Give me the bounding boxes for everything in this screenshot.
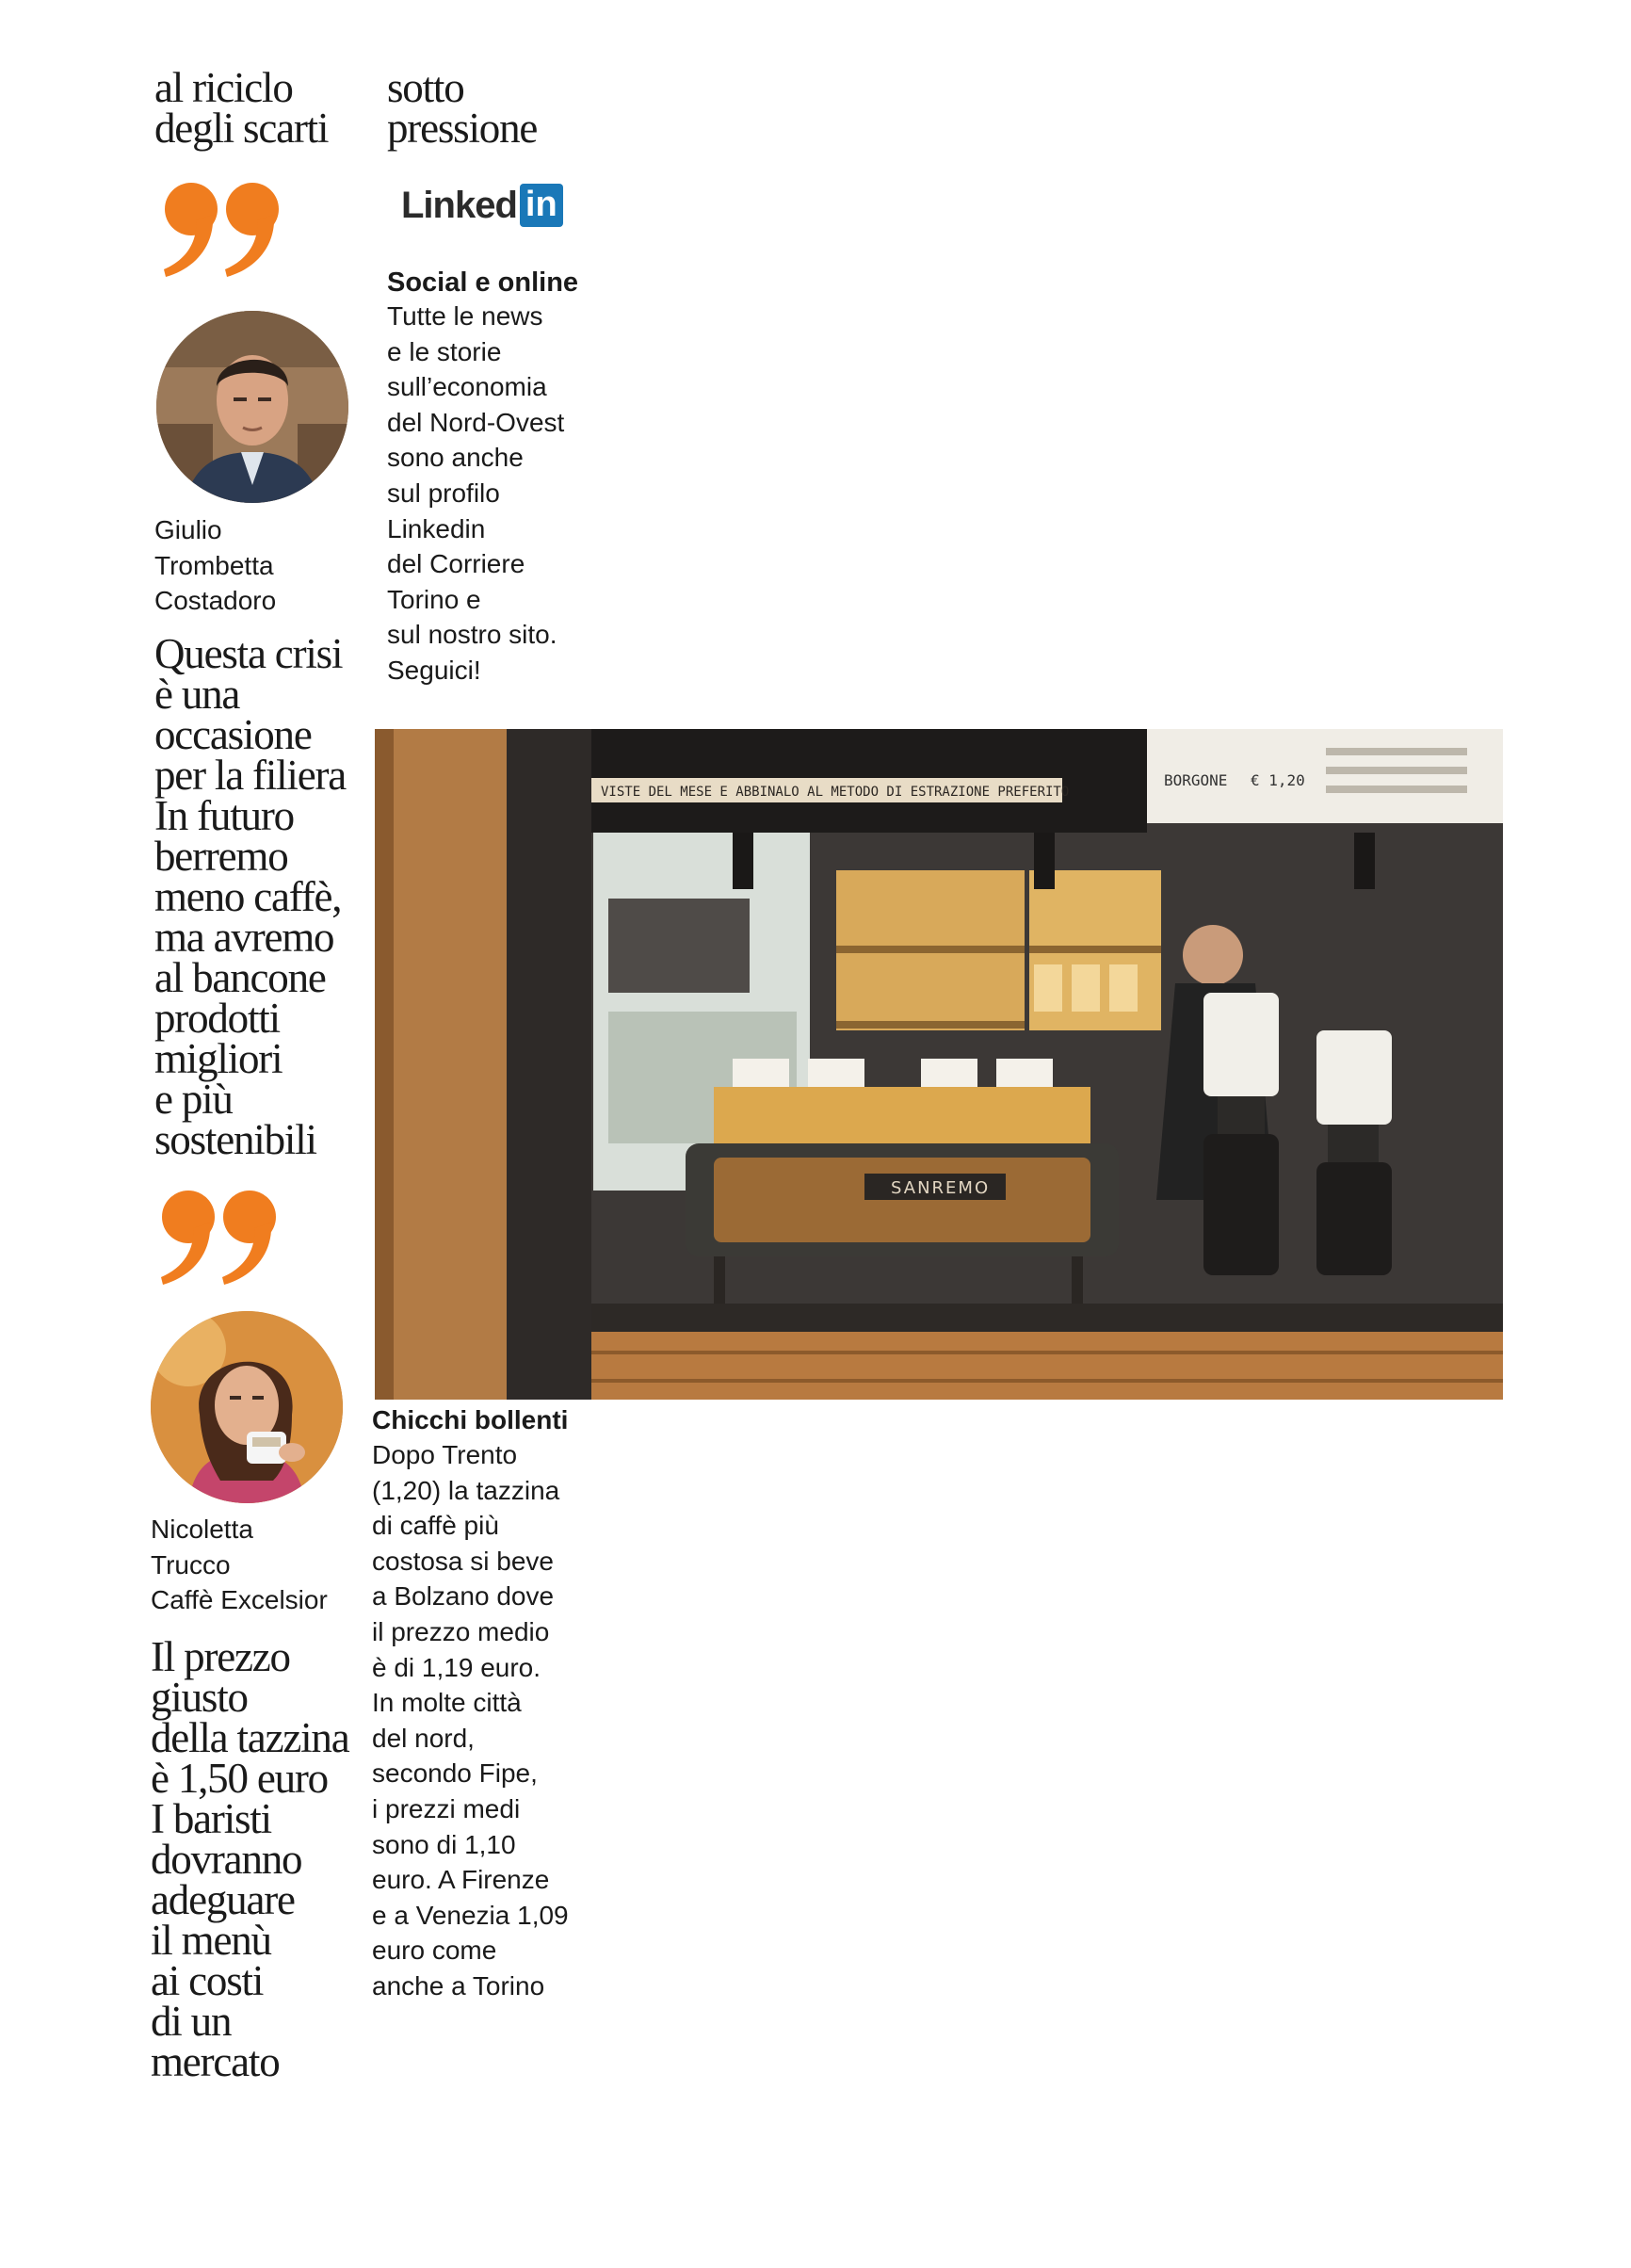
avatar: [156, 311, 348, 503]
linkedin-logo: [401, 183, 563, 228]
photo-caption-heading: Chicchi bollenti: [372, 1405, 569, 1434]
headline-fragment-left: al riciclo degli scarti: [154, 64, 329, 152]
coffee-bar-photo: [375, 729, 1503, 1400]
espresso-machine-brand: SANREMO: [891, 1178, 991, 1198]
linkedin-logo-in: in: [520, 184, 563, 227]
portrait-man-image: [156, 311, 348, 503]
photo-caption-body: Dopo Trento (1,20) la tazzina di caffè più costosa si beve a Bolzano dove il prezzo medio è di 1,19 euro. In molte città del nord, secondo Fipe, i prezzi medi sono di 1,10 euro. A Firenze e a Venezia 1,09 euro come anche a Torino: [372, 1440, 569, 2001]
social-heading: Social e online: [387, 267, 579, 298]
quote-mark-icon: [155, 1187, 287, 1290]
person-name: Giulio Trombetta Costadoro: [154, 515, 277, 616]
linkedin-logo-word: Linked: [401, 184, 517, 226]
social-body-text: Tutte le news e le storie sull’economia del Nord-Ovest sono anche sul profilo Linkedin del Corriere Torino e sul nostro sito. Seguici!: [387, 301, 565, 685]
headline-fragment-middle: sotto pressione: [387, 64, 538, 152]
pull-quote: Questa crisi è una occasione per la filiera In futuro berremo meno caffè, ma avremo al bancone prodotti migliori e più sostenibili: [154, 630, 347, 1163]
quote-mark-icon: [158, 179, 290, 283]
menu-banner-text: VISTE DEL MESE E ABBINALO AL METODO DI ESTRAZIONE PREFERITO: [601, 785, 1070, 800]
menu-board-label: BORGONE: [1164, 771, 1228, 789]
avatar: [151, 1311, 343, 1503]
menu-board-price: € 1,20: [1251, 771, 1305, 789]
pull-quote: Il prezzo giusto della tazzina è 1,50 euro I baristi dovranno adeguare il menù ai costi di un mercato: [151, 1633, 349, 2085]
person-name: Nicoletta Trucco Caffè Excelsior: [151, 1515, 328, 1615]
portrait-woman-image: [151, 1311, 343, 1503]
